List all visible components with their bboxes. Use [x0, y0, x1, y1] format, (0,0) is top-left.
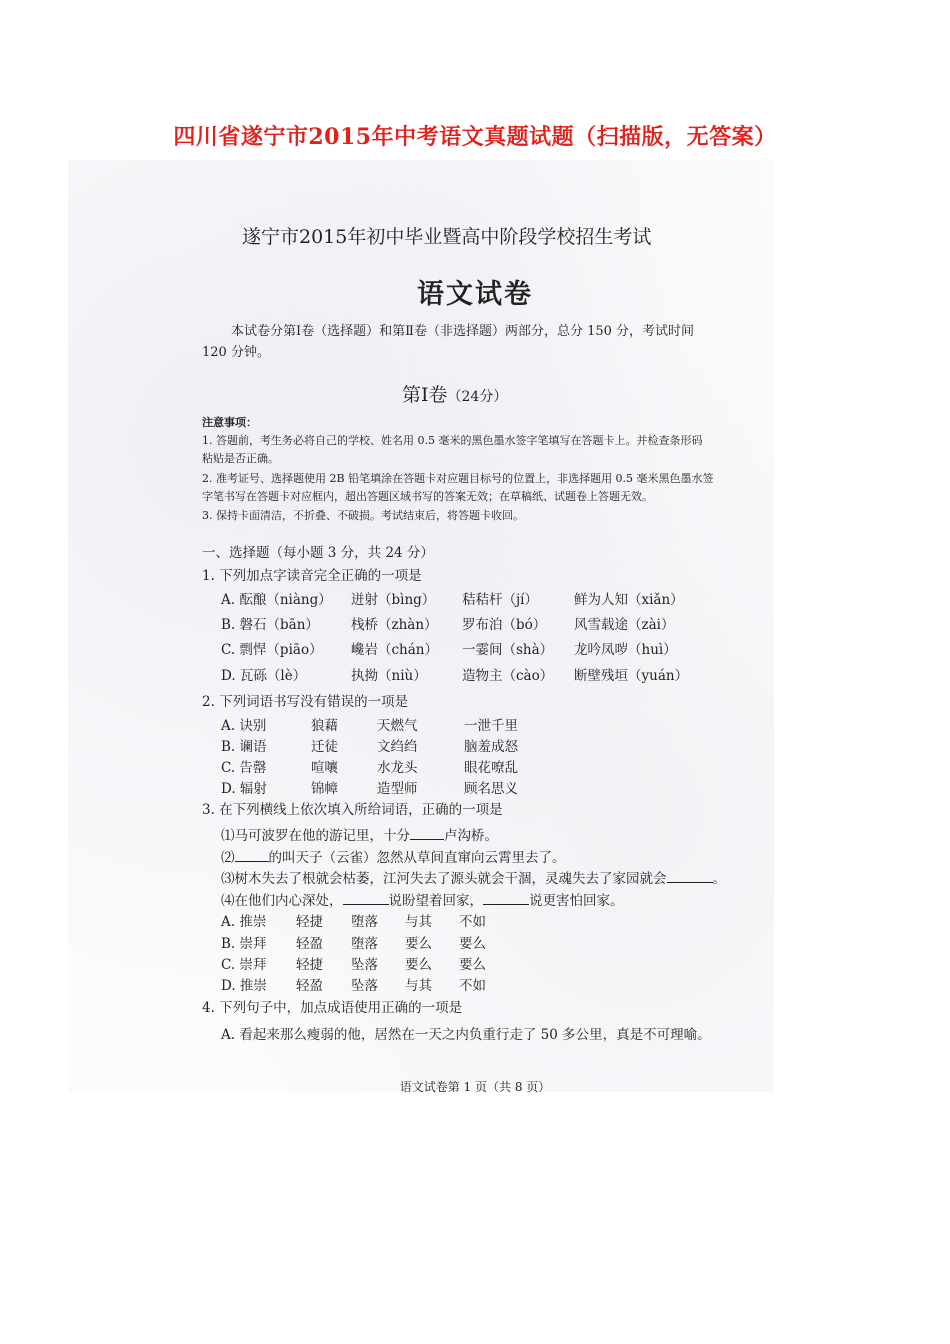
- notice-line: 粘贴是否正确。: [202, 452, 279, 465]
- option-cell: 轻捷: [296, 957, 323, 973]
- option-cell: D. 瓦砾（lè）: [221, 668, 307, 684]
- section-1-heading: 一、选择题（每小题 3 分，共 24 分）: [202, 545, 434, 561]
- option-cell: 天燃气: [377, 718, 418, 734]
- option-cell: 风雪载途（zài）: [574, 617, 675, 633]
- intro-line-1: 本试卷分第Ⅰ卷（选择题）和第Ⅱ卷（非选择题）两部分，总分 150 分，考试时间: [231, 324, 695, 339]
- option-cell: 断壁残垣（yuán）: [574, 668, 689, 684]
- option-cell: 文绉绉: [377, 739, 418, 755]
- sentence-text: 。: [712, 871, 726, 887]
- option-cell: 龙吟凤哕（huì）: [574, 642, 677, 658]
- option-cell: 要么: [459, 957, 486, 973]
- option-cell: D. 推崇: [221, 978, 267, 994]
- option-cell: 坠落: [351, 957, 378, 973]
- option-cell: 罗布泊（bó）: [462, 617, 547, 633]
- option-cell: 喧嚷: [311, 760, 338, 776]
- sentence-text: ⑶树木失去了根就会枯萎，江河失去了源头就会干涸，灵魂失去了家园就会: [221, 871, 667, 887]
- question-3-stem: 3. 在下列横线上依次填入所给词语，正确的一项是: [202, 802, 503, 818]
- option-cell: B. 磐石（bān）: [221, 617, 319, 633]
- option-cell: 轻盈: [296, 978, 323, 994]
- option-cell: 要么: [405, 957, 432, 973]
- volume-title: [402, 380, 507, 407]
- option-cell: 轻捷: [296, 914, 323, 930]
- option-cell: 巉岩（chán）: [351, 642, 438, 658]
- option-cell: 一泄千里: [464, 718, 518, 734]
- option-cell: 与其: [405, 914, 432, 930]
- sentence-text: 说更害怕回家。: [529, 893, 624, 909]
- question-1-stem: 1. 下列加点字读音完全正确的一项是: [202, 568, 422, 584]
- sentence-text: ⑷在他们内心深处，: [221, 893, 343, 909]
- question-2-stem: 2. 下列词语书写没有错误的一项是: [202, 694, 409, 710]
- notice-line: 字笔书写在答题卡对应框内，超出答题区域书写的答案无效；在草稿纸、试题卷上答题无效。: [202, 490, 653, 503]
- option-cell: 堕落: [351, 914, 378, 930]
- question-4-option-a: A. 看起来那么瘦弱的他，居然在一天之内负重行走了 50 多公里，真是不可理喻。: [221, 1027, 711, 1043]
- option-cell: 水龙头: [377, 760, 418, 776]
- document-title: 四川省遂宁市2015年中考语文真题试题（扫描版，无答案）: [173, 124, 777, 150]
- fill-blank: [667, 870, 713, 883]
- question-4-stem: 4. 下列句子中，加点成语使用正确的一项是: [202, 1000, 463, 1016]
- fill-blank: [235, 849, 269, 862]
- option-cell: 顾名思义: [464, 781, 518, 797]
- exam-title: 遂宁市2015年初中毕业暨高中阶段学校招生考试: [242, 226, 652, 248]
- question-3-sentence-2: [221, 846, 566, 866]
- option-cell: 栈桥（zhàn）: [351, 617, 438, 633]
- sentence-text: ⑴马可波罗在他的游记里，十分: [221, 828, 410, 844]
- option-cell: C. 告罄: [221, 760, 267, 776]
- notice-line: 3. 保持卡面清洁，不折叠、不破损。考试结束后，将答题卡收回。: [202, 509, 524, 522]
- option-cell: 眼花嘹乱: [464, 760, 518, 776]
- question-3-sentence-3: [221, 867, 726, 887]
- paper-title: 语文试卷: [417, 279, 533, 310]
- option-cell: C. 剽悍（piāo）: [221, 642, 323, 658]
- option-cell: 堕落: [351, 936, 378, 952]
- option-cell: 秸秸杆（jí）: [462, 592, 539, 608]
- option-cell: 锦幛: [311, 781, 338, 797]
- option-cell: 迸射（bìng）: [351, 592, 436, 608]
- option-cell: D. 辐射: [221, 781, 267, 797]
- fill-blank: [410, 827, 444, 840]
- notice-line: 2. 准考证号、选择题使用 2B 铅笔填涂在答题卡对应题目标号的位置上，非选择题用 0.5 毫米黑色墨水签: [202, 472, 714, 485]
- option-cell: 坠落: [351, 978, 378, 994]
- option-cell: 鲜为人知（xiǎn）: [574, 592, 684, 608]
- question-3-sentence-1: [221, 824, 498, 844]
- option-cell: 与其: [405, 978, 432, 994]
- notice-line: 1. 答题前，考生务必将自己的学校、姓名用 0.5 毫米的黑色墨水签字笔填写在答题卡上。并检查条形码: [202, 434, 703, 447]
- volume-title-text: 第Ⅰ卷: [402, 384, 448, 406]
- question-3-sentence-4: [221, 889, 624, 909]
- sentence-text: 的叫天子（云雀）忽然从草间直窜向云霄里去了。: [268, 850, 566, 866]
- volume-score: （24分）: [447, 389, 508, 405]
- option-cell: 脑羞成怒: [464, 739, 518, 755]
- option-cell: B. 崇拜: [221, 936, 267, 952]
- option-cell: 造型师: [377, 781, 418, 797]
- sentence-text: 说盼望着回家，: [388, 893, 483, 909]
- option-cell: 不如: [459, 914, 486, 930]
- option-cell: 迁徒: [311, 739, 338, 755]
- option-cell: A. 诀别: [221, 718, 267, 734]
- fill-blank: [483, 892, 529, 905]
- option-cell: C. 崇拜: [221, 957, 267, 973]
- option-cell: A. 酝酿（niàng）: [221, 592, 332, 608]
- page-footer: 语文试卷第 1 页（共 8 页）: [399, 1080, 551, 1094]
- intro-line-2: 120 分钟。: [202, 345, 270, 360]
- notice-heading: 注意事项：: [202, 416, 257, 429]
- option-cell: 要么: [405, 936, 432, 952]
- fill-blank: [343, 892, 389, 905]
- sentence-text: ⑵: [221, 850, 235, 866]
- option-cell: 狼藉: [311, 718, 338, 734]
- option-cell: 轻盈: [296, 936, 323, 952]
- option-cell: 一霎间（shà）: [462, 642, 554, 658]
- option-cell: 执拗（niù）: [351, 668, 427, 684]
- option-cell: 造物主（cào）: [462, 668, 554, 684]
- option-cell: B. 谰语: [221, 739, 267, 755]
- option-cell: 要么: [459, 936, 486, 952]
- option-cell: 不如: [459, 978, 486, 994]
- option-cell: A. 推崇: [221, 914, 267, 930]
- sentence-text: 卢沟桥。: [444, 828, 498, 844]
